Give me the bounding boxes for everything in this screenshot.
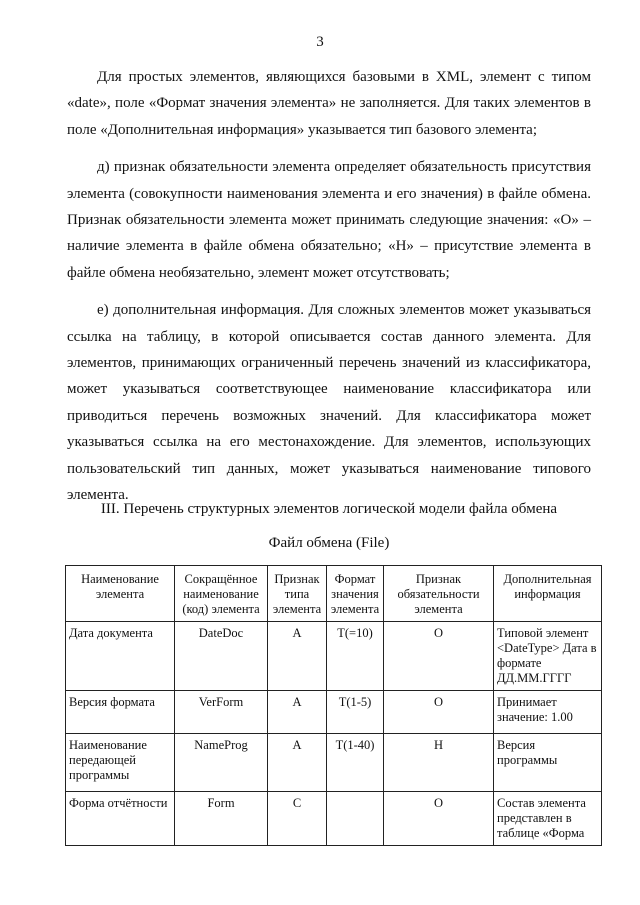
column-header: Признак обязательности элемента [384,566,494,622]
table-cell: DateDoc [175,622,268,691]
column-header: Дополнительная информация [494,566,602,622]
column-header: Признак типа элемента [268,566,327,622]
section-heading: III. Перечень структурных элементов логической модели файла обмена [100,501,558,517]
table-cell: Состав элемента представлен в таблице «Форма [494,792,602,846]
table-cell: А [268,734,327,792]
table-caption: Файл обмена (File) [268,535,390,551]
table-cell: Типовой элемент <DateType> Дата в формате ДД.ММ.ГГГГ [494,622,602,691]
table-row [66,622,602,691]
elements-table [65,565,602,846]
table-cell: Т(=10) [327,622,384,691]
paragraph: д) признак обязательности элемента определяет обязательность присутствия элемента (совокупности наименования элемента и его значения) в файле обмена. Признак обязательности элемента может принимать следующие значения: «О» – наличие элемента в файле обмена обязательно; «Н» – присутствие элемента в файле обмена необязательно, элемент может отсутствовать; [67,159,591,281]
table-cell: Принимает значение: 1.00 [494,691,602,734]
table-cell: Н [384,734,494,792]
table-cell: Т(1-5) [327,691,384,734]
table-cell: О [384,792,494,846]
column-header: Сокращённое наименование (код) элемента [175,566,268,622]
table-cell: NameProg [175,734,268,792]
table-cell: Дата документа [66,622,175,691]
paragraph: Для простых элементов, являющихся базовыми в XML, элемент с типом «date», поле «Формат значения элемента» не заполняется. Для таких элементов в поле «Дополнительная информация» указывается тип базового элемента; [67,69,591,138]
table-cell: Форма отчётности [66,792,175,846]
column-header: Формат значения элемента [327,566,384,622]
table-cell: О [384,622,494,691]
table-cell: Наименование передающей программы [66,734,175,792]
table-header-row [66,566,602,622]
table-cell: А [268,691,327,734]
table-cell [327,792,384,846]
table-cell: О [384,691,494,734]
page-number: 3 [316,34,324,50]
table-cell: Т(1-40) [327,734,384,792]
table-row [66,792,602,846]
table-row [66,691,602,734]
body-text [67,64,591,509]
table-cell: VerForm [175,691,268,734]
table-cell: Версия формата [66,691,175,734]
column-header: Наименование элемента [66,566,175,622]
table-cell: С [268,792,327,846]
table-cell: Версия программы [494,734,602,792]
table-row [66,734,602,792]
table-cell: А [268,622,327,691]
table-cell: Form [175,792,268,846]
paragraph: е) дополнительная информация. Для сложных элементов может указываться ссылка на таблицу, в которой описывается состав данного элемента. Для элементов, принимающих ограниченный перечень значений из классификатора, может указываться соответствующее наименование классификатора или приводиться перечень возможных значений. Для классификатора может указываться ссылка на его местонахождение. Для элементов, использующих пользовательский тип данных, может указываться наименование типового элемента. [67,302,591,504]
